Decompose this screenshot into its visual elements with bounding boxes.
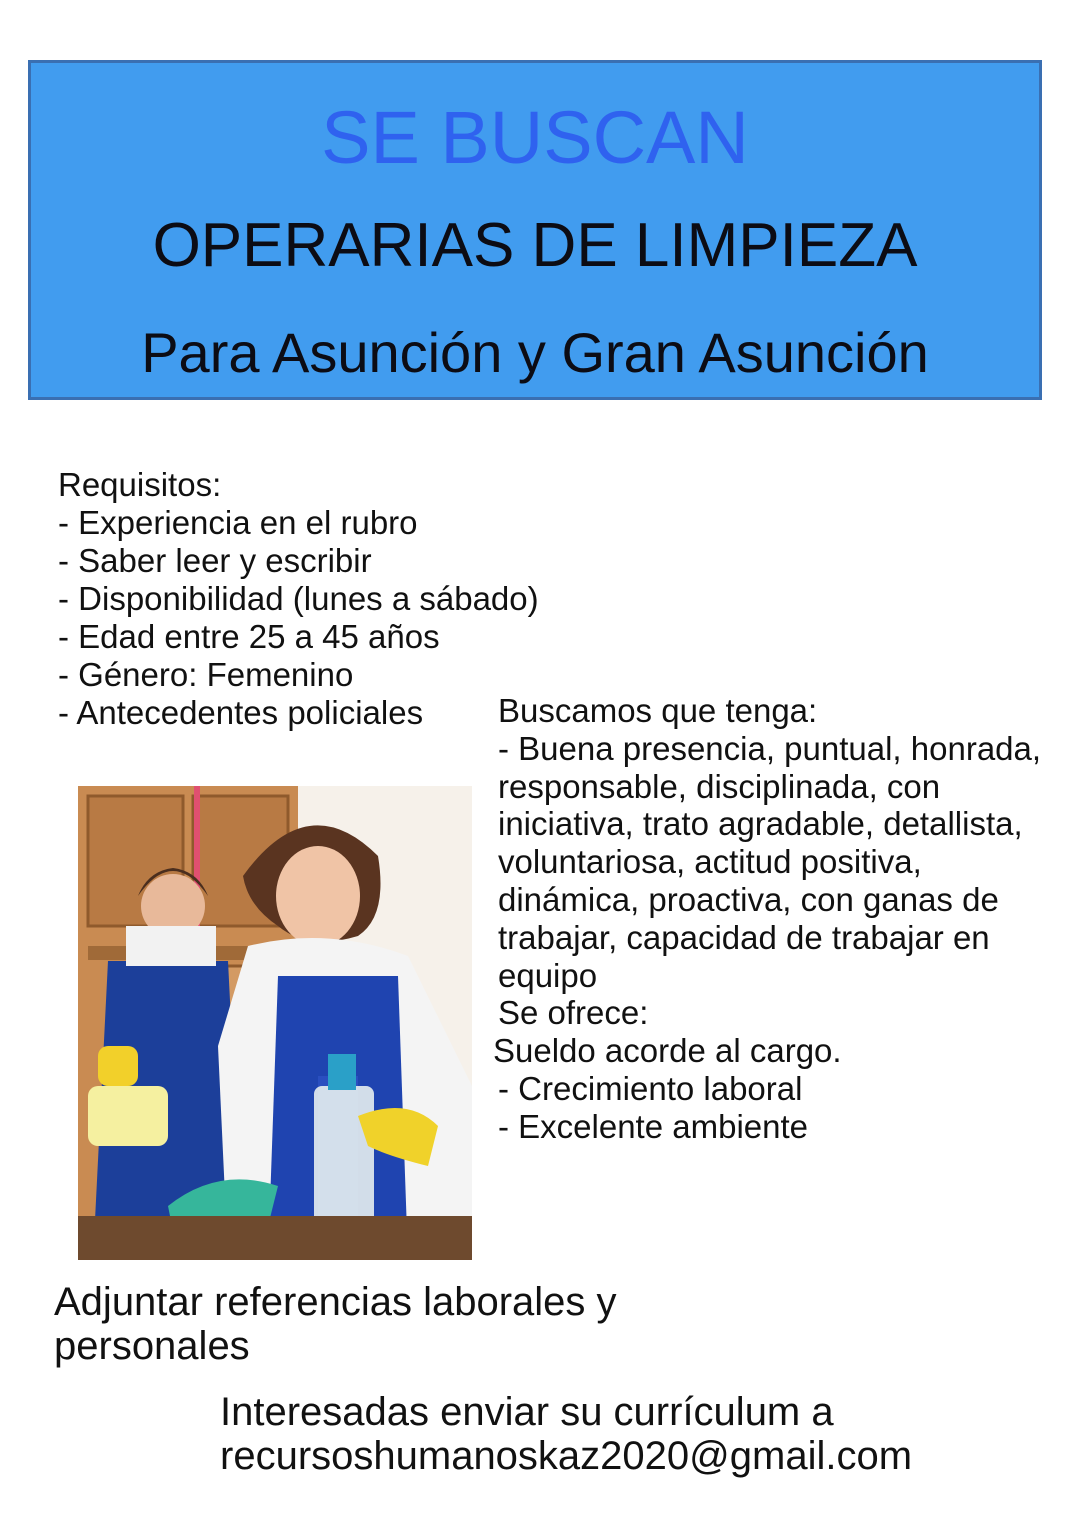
offer-item: Sueldo acorde al cargo. bbox=[493, 1032, 842, 1070]
contact-text: Interesadas enviar su currículum a bbox=[220, 1390, 834, 1434]
requirements-title: Requisitos: bbox=[58, 466, 222, 503]
cleaning-workers-photo bbox=[78, 786, 472, 1260]
qualities-text: - Buena presencia, puntual, honrada, responsable, disciplinada, con iniciativa, trato agradable, detallista, voluntariosa, actitud positiva, dinámica, proactiva, con ganas de trabajar, capacidad de trabajar en equipo bbox=[498, 729, 1042, 994]
qualities-title: Buscamos que tenga: bbox=[498, 692, 818, 729]
banner-title: SE BUSCAN bbox=[321, 96, 749, 179]
references-note: Adjuntar referencias laborales y personales bbox=[54, 1280, 617, 1368]
offer-title: Se ofrece: bbox=[498, 994, 649, 1032]
banner-location: Para Asunción y Gran Asunción bbox=[141, 321, 929, 384]
contact-block bbox=[220, 1390, 912, 1478]
requirement-item: - Antecedentes policiales bbox=[58, 694, 424, 731]
offer-item: - Excelente ambiente bbox=[498, 1107, 809, 1145]
requirements-list bbox=[58, 466, 539, 732]
qualities-section bbox=[493, 692, 1063, 1146]
requirement-item: - Disponibilidad (lunes a sábado) bbox=[58, 580, 539, 617]
offer-item: - Crecimiento laboral bbox=[498, 1069, 803, 1107]
requirement-item: - Edad entre 25 a 45 años bbox=[58, 618, 440, 655]
requirement-item: - Saber leer y escribir bbox=[58, 542, 372, 579]
requirement-item: - Género: Femenino bbox=[58, 656, 354, 693]
requirement-item: - Experiencia en el rubro bbox=[58, 504, 418, 541]
contact-email: recursoshumanoskaz2020@gmail.com bbox=[220, 1434, 913, 1478]
banner-subtitle: OPERARIAS DE LIMPIEZA bbox=[152, 211, 918, 280]
header-banner bbox=[28, 60, 1042, 400]
